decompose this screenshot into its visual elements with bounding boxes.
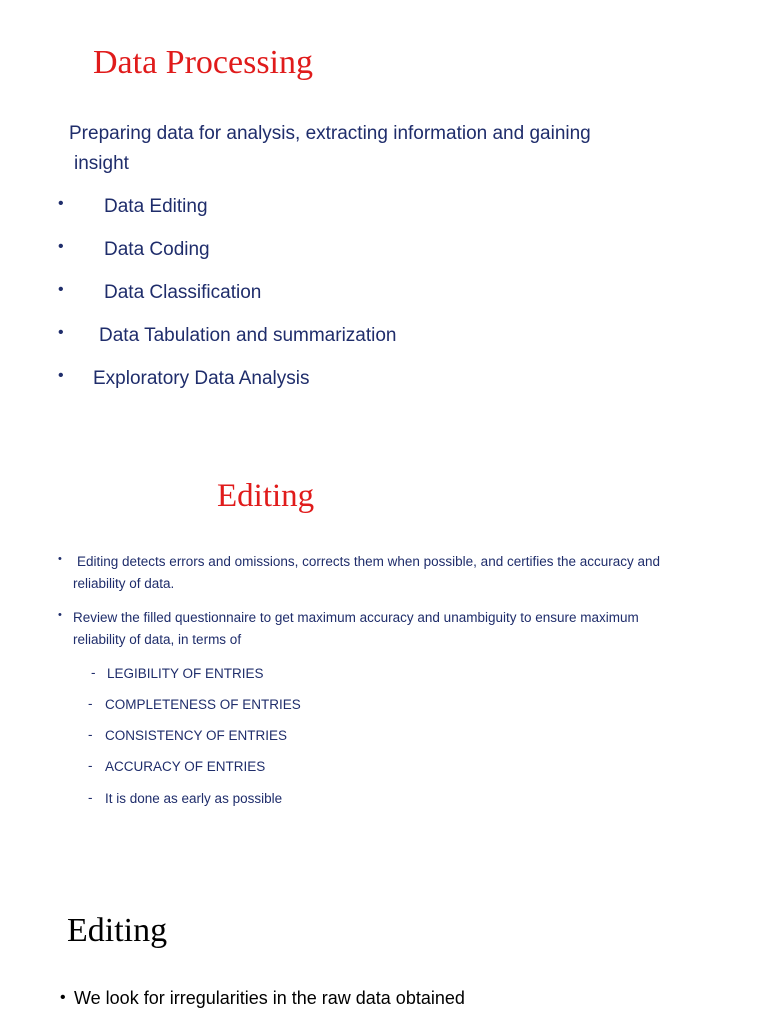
bullet-icon: • — [58, 367, 64, 384]
bullet-icon: • — [58, 238, 64, 255]
sub-item-legibility: LEGIBILITY OF ENTRIES — [107, 666, 264, 681]
list-item-exploratory-analysis: Exploratory Data Analysis — [93, 368, 310, 389]
bullet-icon: • — [58, 281, 64, 298]
bullet-icon: • — [58, 324, 64, 341]
sub-item-early: It is done as early as possible — [105, 791, 283, 806]
dash-icon: - — [91, 665, 96, 680]
slide-3-bullet-1: We look for irregularities in the raw data obtained — [74, 988, 465, 1008]
dash-icon: - — [88, 696, 93, 711]
slide-1-intro-line-2: insight — [74, 153, 129, 174]
dash-icon: - — [88, 727, 93, 742]
list-item-data-tabulation: Data Tabulation and summarization — [99, 325, 397, 346]
sub-item-consistency: CONSISTENCY OF ENTRIES — [105, 728, 288, 743]
list-item-data-editing: Data Editing — [104, 196, 208, 217]
slide-2-bullet-2-line-1: Review the filled questionnaire to get maximum accuracy and unambiguity to ensure maximum — [73, 610, 639, 625]
bullet-icon: • — [60, 989, 66, 1006]
sub-item-accuracy: ACCURACY OF ENTRIES — [105, 759, 266, 774]
sub-item-completeness: COMPLETENESS OF ENTRIES — [105, 697, 301, 712]
list-item-data-coding: Data Coding — [104, 239, 210, 260]
dash-icon: - — [88, 790, 93, 805]
bullet-icon: • — [58, 195, 64, 212]
bullet-icon: • — [58, 609, 62, 621]
slide-2-bullet-1-line-2: reliability of data. — [73, 576, 175, 591]
slide-2-title: Editing — [217, 478, 315, 514]
slide-2-bullet-2-line-2: reliability of data, in terms of — [73, 632, 242, 647]
slide-3-title: Editing — [67, 912, 168, 949]
slide-1-title: Data Processing — [93, 44, 314, 81]
slide-1-intro-line-1: Preparing data for analysis, extracting information and gaining — [69, 123, 591, 144]
dash-icon: - — [88, 758, 93, 773]
list-item-data-classification: Data Classification — [104, 282, 262, 303]
bullet-icon: • — [58, 553, 62, 565]
slide-2-bullet-1-line-1: Editing detects errors and omissions, corrects them when possible, and certifies the accuracy and — [77, 554, 661, 569]
